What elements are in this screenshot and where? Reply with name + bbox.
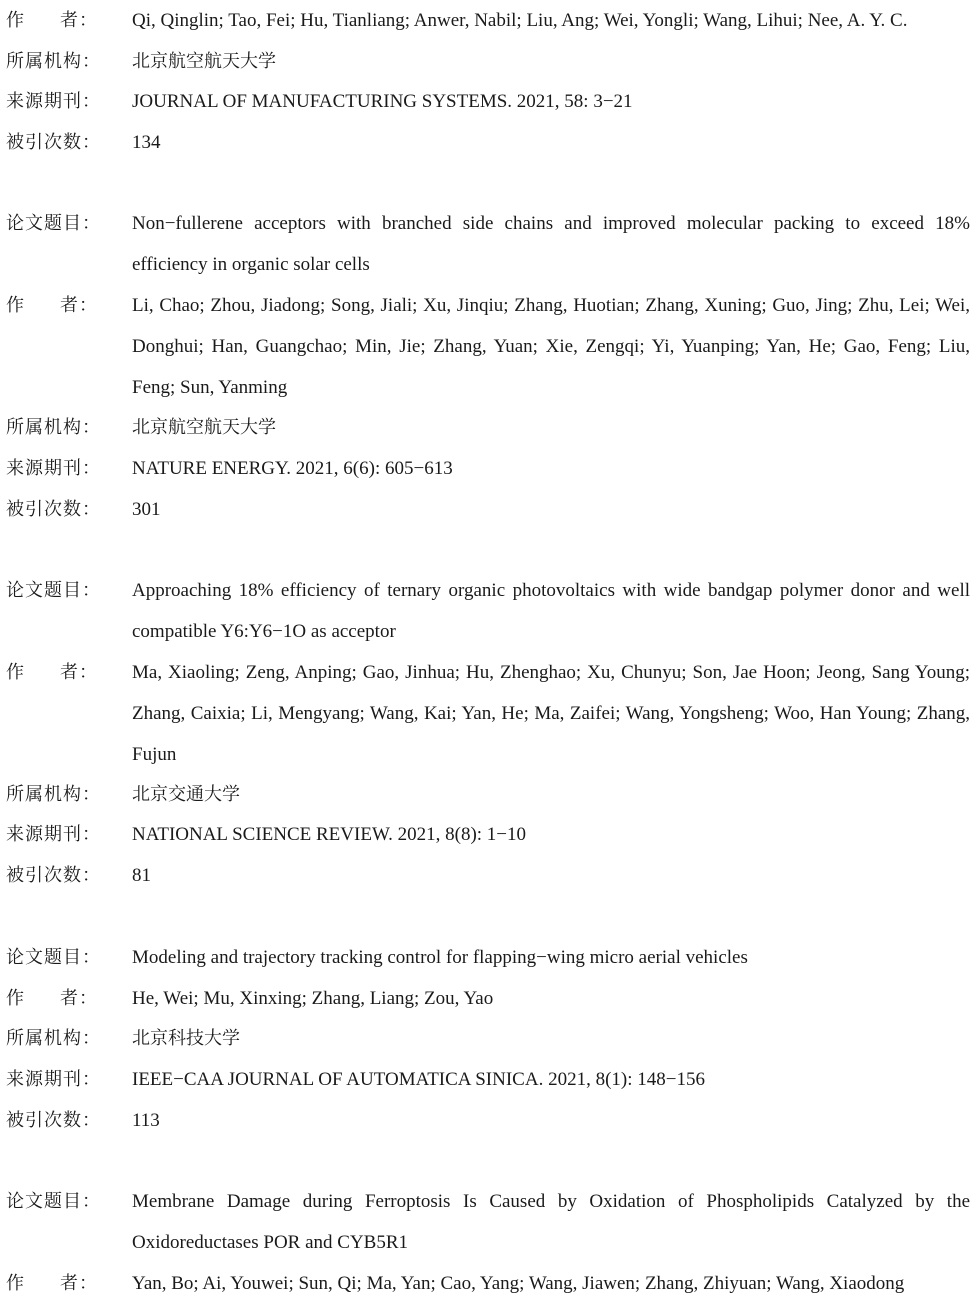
entry-4-authors: He, Wei; Mu, Xinxing; Zhang, Liang; Zou, Yao	[132, 988, 494, 1009]
entry-3-authors: Ma, Xiaoling; Zeng, Anping; Gao, Jinhua; Hu, Zhenghao; Xu, Chunyu; Son, Jae Hoon; Jeong, Sang Young; Zhang, Caixia; Li, Mengyang; Wang, Kai; Yan, He; Ma, Zaifei; Wang, Yongsheng; Woo, Han Young; Zhang, Fujun	[132, 662, 970, 765]
entry-3-authors-row	[6, 653, 970, 775]
citations-label: 被引次数：	[6, 132, 101, 153]
entry-4-citations: 113	[132, 1110, 160, 1131]
entry-3-source: NATIONAL SCIENCE REVIEW. 2021, 8(8): 1−10	[132, 824, 527, 845]
entry-1-citations-row	[6, 123, 970, 164]
entry-2-citations-row	[6, 490, 970, 531]
authors-label: 作 者：	[6, 662, 98, 683]
affiliation-label: 所属机构：	[6, 417, 101, 438]
source-label: 来源期刊：	[6, 1069, 101, 1090]
entry-1-source-row	[6, 82, 970, 123]
authors-label: 作 者：	[6, 988, 98, 1009]
entry-4-citations-row	[6, 1101, 970, 1142]
authors-label: 作 者：	[6, 1273, 98, 1294]
entry-4-authors-row	[6, 979, 970, 1020]
authors-label: 作 者：	[6, 10, 98, 31]
title-label: 论文题目：	[6, 1191, 101, 1212]
entry-1-authors: Qi, Qinglin; Tao, Fei; Hu, Tianliang; Anwer, Nabil; Liu, Ang; Wei, Yongli; Wang, Lihui; Nee, A. Y. C.	[132, 10, 908, 31]
entry-3-title: Approaching 18% efficiency of ternary organic photovoltaics with wide bandgap polymer donor and well compatible Y6:Y6−1O as acceptor	[132, 580, 970, 642]
entry-5-authors-row	[6, 1264, 970, 1305]
entry-2-title-row	[6, 204, 970, 286]
authors-label: 作 者：	[6, 295, 98, 316]
citations-label: 被引次数：	[6, 1110, 101, 1131]
entry-4-affiliation: 北京科技大学	[132, 1028, 240, 1049]
source-label: 来源期刊：	[6, 458, 101, 479]
source-label: 来源期刊：	[6, 91, 101, 112]
entry-1-citations: 134	[132, 132, 161, 153]
entry-1-affiliation: 北京航空航天大学	[132, 51, 276, 72]
entry-1-authors-row	[6, 1, 970, 42]
entry-2-source: NATURE ENERGY. 2021, 6(6): 605−613	[132, 458, 453, 479]
entry-2-title: Non−fullerene acceptors with branched side chains and improved molecular packing to exceed 18% efficiency in organic solar cells	[132, 213, 970, 275]
entry-3-source-row	[6, 815, 970, 856]
entry-1-affiliation-row	[6, 42, 970, 83]
affiliation-label: 所属机构：	[6, 51, 101, 72]
entry-4-title: Modeling and trajectory tracking control for flapping−wing micro aerial vehicles	[132, 947, 748, 968]
entry-3-affiliation: 北京交通大学	[132, 784, 240, 805]
entry-5-authors: Yan, Bo; Ai, Youwei; Sun, Qi; Ma, Yan; Cao, Yang; Wang, Jiawen; Zhang, Zhiyuan; Wang, Xiaodong	[132, 1273, 905, 1294]
entry-2-citations: 301	[132, 499, 161, 520]
entry-2-affiliation: 北京航空航天大学	[132, 417, 276, 438]
entry-1-source: JOURNAL OF MANUFACTURING SYSTEMS. 2021, 58: 3−21	[132, 91, 633, 112]
citations-label: 被引次数：	[6, 865, 101, 886]
entry-5-title: Membrane Damage during Ferroptosis Is Caused by Oxidation of Phospholipids Catalyzed by the Oxidoreductases POR and CYB5R1	[132, 1191, 970, 1253]
title-label: 论文题目：	[6, 580, 101, 601]
source-label: 来源期刊：	[6, 824, 101, 845]
entry-4-source: IEEE−CAA JOURNAL OF AUTOMATICA SINICA. 2021, 8(1): 148−156	[132, 1069, 705, 1090]
entry-2-affiliation-row	[6, 408, 970, 449]
affiliation-label: 所属机构：	[6, 784, 101, 805]
entry-4-source-row	[6, 1060, 970, 1101]
entry-2-authors: Li, Chao; Zhou, Jiadong; Song, Jiali; Xu, Jinqiu; Zhang, Huotian; Zhang, Xuning; Guo, Jing; Zhu, Lei; Wei, Donghui; Han, Guangchao; Min, Jie; Zhang, Yuan; Xie, Zengqi; Yi, Yuanping; Yan, He; Gao, Feng; Liu, Feng; Sun, Yanming	[132, 295, 970, 398]
entry-3-citations: 81	[132, 865, 151, 886]
entry-5-title-row	[6, 1182, 970, 1264]
entry-2-authors-row	[6, 286, 970, 408]
citations-label: 被引次数：	[6, 499, 101, 520]
title-label: 论文题目：	[6, 213, 101, 234]
title-label: 论文题目：	[6, 947, 101, 968]
entry-4-title-row	[6, 938, 970, 979]
entry-3-affiliation-row	[6, 775, 970, 816]
entry-3-citations-row	[6, 856, 970, 897]
entry-4-affiliation-row	[6, 1019, 970, 1060]
entry-2-source-row	[6, 449, 970, 490]
affiliation-label: 所属机构：	[6, 1028, 101, 1049]
entry-3-title-row	[6, 571, 970, 653]
